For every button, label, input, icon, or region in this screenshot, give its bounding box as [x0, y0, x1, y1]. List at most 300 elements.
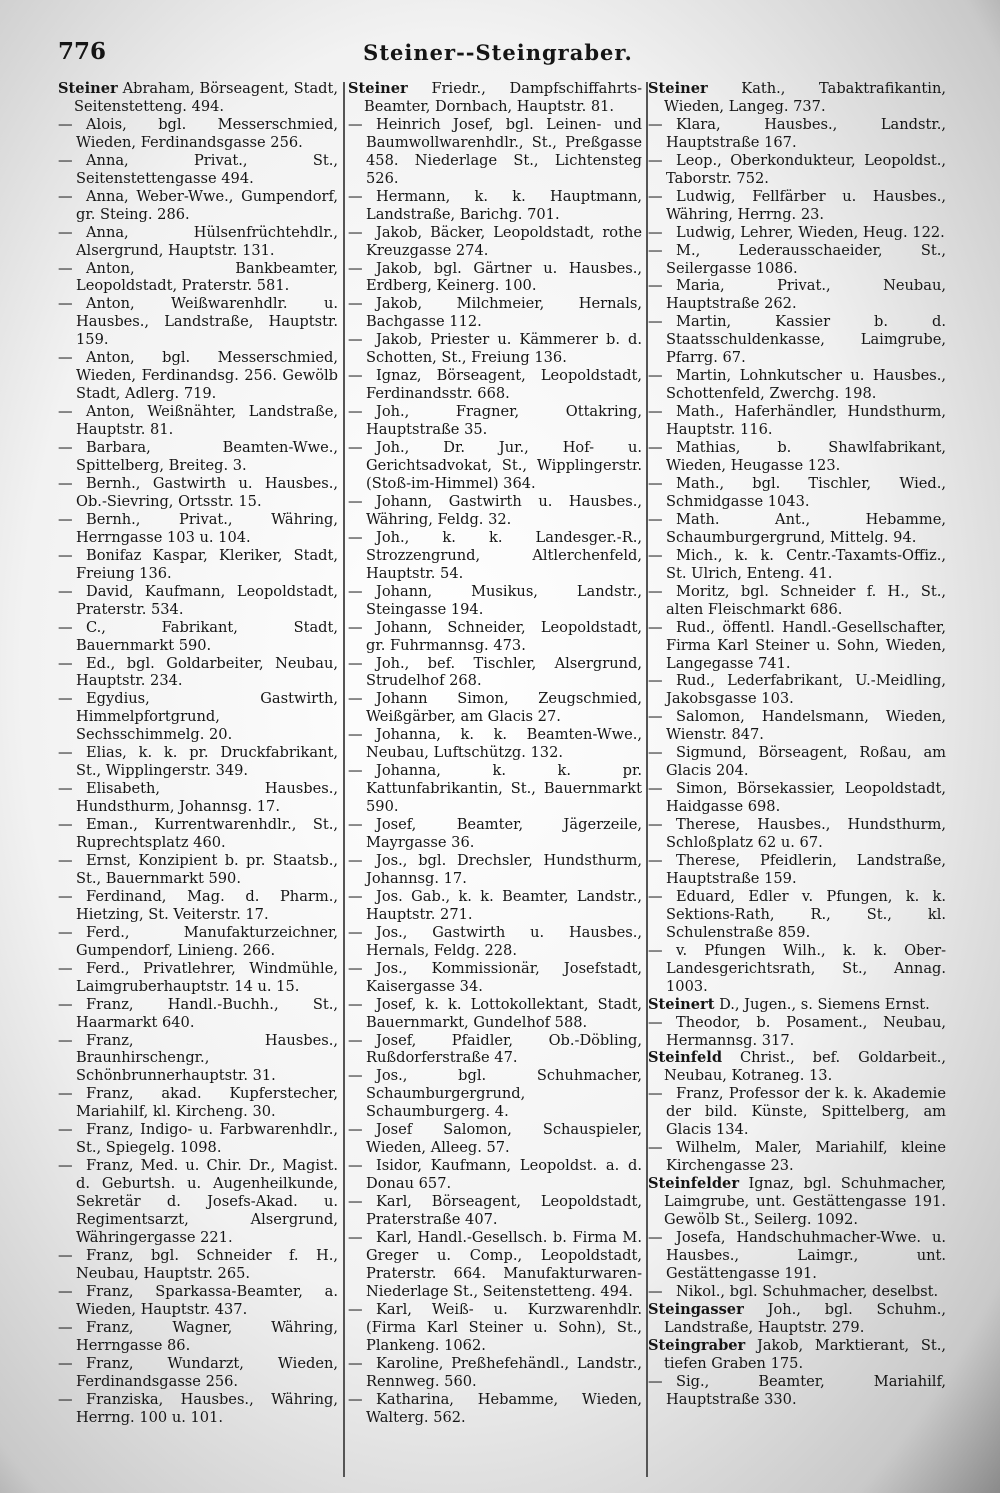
entry-dash: —	[648, 439, 663, 457]
directory-subentry	[58, 475, 338, 511]
entry-dash: —	[348, 1193, 363, 1211]
entry-text: Therese, Pfeidlerin, Landstraße, Hauptstraße 159.	[666, 851, 946, 887]
entry-dash: —	[348, 403, 363, 421]
entry-dash: —	[348, 115, 363, 133]
entry-dash: —	[348, 295, 363, 313]
entry-dash: —	[58, 1390, 73, 1408]
entry-text: Karl, Handl.-Gesellsch. b. Firma M. Greger u. Comp., Leopoldstadt, Praterstr. 664. Manufakturwaren-Niederlage St., Seitenstetteng. 494.	[366, 1229, 642, 1300]
entry-text: Jakob, Priester u. Kämmerer b. d. Schotten, St., Freiung 136.	[366, 331, 642, 367]
entry-dash: —	[648, 403, 663, 421]
entry-text: Anna, Hülsenfrüchtehdlr., Alsergrund, Hauptstr. 131.	[76, 223, 338, 259]
entry-text: Ignaz, bgl. Schuhmacher, Laimgrube, unt. Gestättengasse 191. Gewölb St., Seilerg. 1092.	[664, 1175, 946, 1229]
entry-text: Ernst, Konzipient b. pr. Staatsb., St., Bauernmarkt 590.	[76, 851, 338, 887]
directory-subentry	[58, 690, 338, 744]
entry-dash: —	[648, 1013, 663, 1031]
directory-subentry	[58, 924, 338, 960]
entry-dash: —	[58, 1354, 73, 1372]
entry-surname: Steinfelder	[648, 1175, 740, 1193]
entry-text: Johanna, k. k. Beamten-Wwe., Neubau, Luftschützg. 132.	[366, 726, 642, 762]
entry-dash: —	[648, 744, 663, 762]
directory-subentry	[348, 367, 642, 403]
directory-subentry	[348, 1355, 642, 1391]
directory-subentry	[58, 960, 338, 996]
column-2	[348, 80, 642, 1480]
directory-entry	[648, 996, 946, 1014]
entry-text: Barbara, Beamten-Wwe., Spittelberg, Breiteg. 3.	[76, 439, 338, 475]
directory-subentry	[648, 547, 946, 583]
directory-subentry	[58, 1319, 338, 1355]
entry-text: Maria, Privat., Neubau, Hauptstraße 262.	[666, 277, 946, 313]
directory-subentry	[648, 367, 946, 403]
entry-text: Elisabeth, Hausbes., Hundsthurm, Johannsg. 17.	[76, 780, 338, 816]
entry-text: Jos., Kommissionär, Josefstadt, Kaisergasse 34.	[366, 959, 642, 995]
entry-text: Franz, Indigo- u. Farbwarenhdlr., St., Spiegelg. 1098.	[76, 1121, 338, 1157]
entry-dash: —	[348, 1031, 363, 1049]
entry-dash: —	[58, 923, 73, 941]
directory-subentry	[648, 511, 946, 547]
entry-text: Bernh., Privat., Währing, Herrngasse 103 u. 104.	[76, 510, 338, 546]
entry-text: Heinrich Josef, bgl. Leinen- und Baumwollwarenhdlr., St., Preßgasse 458. Niederlage St., Lichtensteg 526.	[366, 115, 642, 187]
directory-subentry	[348, 888, 642, 924]
entry-dash: —	[348, 582, 363, 600]
directory-subentry	[648, 1014, 946, 1050]
column-1	[58, 80, 338, 1480]
directory-subentry	[348, 331, 642, 367]
entry-dash: —	[58, 1246, 73, 1264]
entry-dash: —	[648, 816, 663, 834]
entry-dash: —	[58, 187, 73, 205]
entry-dash: —	[58, 851, 73, 869]
entry-dash: —	[58, 1157, 73, 1175]
directory-subentry	[58, 295, 338, 349]
entry-dash: —	[648, 851, 663, 869]
entry-text: Eduard, Edler v. Pfungen, k. k. Sektions-Rath, R., St., kl. Schulenstraße 859.	[666, 887, 946, 941]
directory-entry	[648, 1175, 946, 1229]
entry-surname: Steingasser	[648, 1300, 744, 1318]
entry-text: Math., bgl. Tischler, Wied., Schmidgasse 1043.	[666, 474, 946, 510]
entry-text: Anton, bgl. Messerschmied, Wieden, Ferdinandsg. 256. Gewölb Stadt, Adlerg. 719.	[76, 349, 338, 403]
entry-dash: —	[648, 277, 663, 295]
directory-subentry	[58, 1283, 338, 1319]
entry-dash: —	[58, 654, 73, 672]
entry-text: Eman., Kurrentwarenhdlr., St., Ruprechtsplatz 460.	[76, 816, 338, 852]
directory-entry	[648, 80, 946, 116]
entry-dash: —	[58, 295, 73, 313]
entry-text: Franz, Sparkassa-Beamter, a. Wieden, Hauptstr. 437.	[76, 1282, 338, 1318]
directory-entry	[648, 1301, 946, 1337]
directory-subentry	[348, 852, 642, 888]
directory-subentry	[648, 152, 946, 188]
entry-text: Kath., Tabaktrafikantin, Wieden, Langeg. 737.	[664, 80, 946, 115]
directory-subentry	[348, 529, 642, 583]
directory-subentry	[58, 655, 338, 691]
directory-subentry	[648, 313, 946, 367]
entry-dash: —	[348, 1229, 363, 1246]
entry-text: Franziska, Hausbes., Währing, Herrng. 100 u. 101.	[76, 1390, 338, 1426]
entry-text: Franz, bgl. Schneider f. H., Neubau, Hauptstr. 265.	[76, 1246, 338, 1282]
entry-dash: —	[348, 1121, 363, 1139]
directory-subentry	[348, 116, 642, 188]
entry-dash: —	[648, 1282, 663, 1300]
entry-text: Joh., bef. Tischler, Alsergrund, Strudelhof 268.	[366, 654, 642, 690]
column-rule	[343, 82, 345, 1477]
directory-subentry	[348, 726, 642, 762]
entry-text: v. Pfungen Wilh., k. k. Ober-Landesgerichtsrath, St., Annag. 1003.	[666, 941, 946, 995]
directory-subentry	[58, 349, 338, 403]
entry-text: Josef Salomon, Schauspieler, Wieden, Alleeg. 57.	[366, 1121, 642, 1157]
entry-text: Jakob, Milchmeier, Hernals, Bachgasse 112.	[366, 295, 642, 331]
entry-dash: —	[58, 1031, 73, 1049]
entry-surname: Steiner	[648, 80, 708, 97]
directory-entry	[58, 80, 338, 116]
entry-dash: —	[648, 780, 663, 798]
entry-text: Rud., Lederfabrikant, U.-Meidling, Jakobsgasse 103.	[666, 672, 946, 708]
entry-dash: —	[348, 1067, 363, 1085]
entry-dash: —	[348, 816, 363, 834]
entry-dash: —	[348, 851, 363, 869]
entry-text: Josefa, Handschuhmacher-Wwe. u. Hausbes., Laimgr., unt. Gestättengasse 191.	[666, 1229, 946, 1282]
entry-text: Mich., k. k. Centr.-Taxamts-Offiz., St. Ulrich, Enteng. 41.	[666, 546, 946, 582]
entry-text: Elias, k. k. pr. Druckfabrikant, St., Wipplingerstr. 349.	[76, 744, 338, 780]
entry-dash: —	[348, 654, 363, 672]
entry-text: Ferdinand, Mag. d. Pharm., Hietzing, St. Veiterstr. 17.	[76, 887, 338, 923]
entry-text: Johann, Gastwirth u. Hausbes., Währing, Feldg. 32.	[366, 492, 642, 528]
entry-dash: —	[648, 672, 663, 690]
entry-text: Katharina, Hebamme, Wieden, Walterg. 562.	[366, 1390, 642, 1426]
entry-dash: —	[348, 223, 363, 241]
entry-text: Ignaz, Börseagent, Leopoldstadt, Ferdinandsstr. 668.	[366, 367, 642, 403]
entry-text: Bonifaz Kaspar, Kleriker, Stadt, Freiung 136.	[76, 546, 338, 582]
entry-dash: —	[58, 403, 73, 421]
entry-dash: —	[648, 618, 663, 636]
directory-subentry	[58, 1355, 338, 1391]
directory-subentry	[348, 260, 642, 296]
entry-dash: —	[58, 1318, 73, 1336]
entry-dash: —	[648, 115, 663, 133]
entry-text: Wilhelm, Maler, Mariahilf, kleine Kirchengasse 23.	[666, 1139, 946, 1175]
entry-dash: —	[348, 331, 363, 349]
column-3	[648, 80, 946, 1480]
entry-dash: —	[648, 708, 663, 726]
directory-subentry	[348, 690, 642, 726]
entry-text: Martin, Kassier b. d. Staatsschuldenkasse, Laimgrube, Pfarrg. 67.	[666, 313, 946, 367]
entry-dash: —	[348, 259, 363, 277]
directory-subentry	[58, 1085, 338, 1121]
entry-dash: —	[348, 923, 363, 941]
entry-text: Ed., bgl. Goldarbeiter, Neubau, Hauptstr. 234.	[76, 654, 338, 690]
directory-subentry	[348, 619, 642, 655]
directory-subentry	[348, 1121, 642, 1157]
entry-text: D., Jugen., s. Siemens Ernst.	[719, 995, 930, 1013]
entry-dash: —	[348, 995, 363, 1013]
directory-subentry	[648, 780, 946, 816]
directory-subentry	[58, 1121, 338, 1157]
entry-dash: —	[58, 816, 73, 834]
entry-text: Johanna, k. k. pr. Kattunfabrikantin, St., Bauernmarkt 590.	[366, 762, 642, 816]
directory-subentry	[348, 295, 642, 331]
entry-text: Sig., Beamter, Mariahilf, Hauptstraße 330.	[666, 1372, 946, 1408]
entry-dash: —	[648, 1372, 663, 1390]
directory-subentry	[348, 816, 642, 852]
page-header	[58, 38, 938, 72]
entry-text: Joh., k. k. Landesger.-R., Strozzengrund, Altlerchenfeld, Hauptstr. 54.	[366, 528, 642, 582]
entry-dash: —	[58, 744, 73, 762]
entry-text: Mathias, b. Shawlfabrikant, Wieden, Heugasse 123.	[666, 439, 946, 475]
directory-subentry	[348, 224, 642, 260]
entry-surname: Steiner	[348, 80, 408, 97]
entry-text: Christ., bef. Goldarbeit., Neubau, Kotraneg. 13.	[664, 1049, 946, 1085]
entry-text: David, Kaufmann, Leopoldstadt, Praterstr. 534.	[76, 582, 338, 618]
entry-text: Franz, Wagner, Währing, Herrngasse 86.	[76, 1318, 338, 1354]
entry-dash: —	[58, 582, 73, 600]
directory-subentry	[648, 277, 946, 313]
entry-text: Joh., bgl. Schuhm., Landstraße, Hauptstr. 279.	[664, 1300, 946, 1336]
entry-text: Egydius, Gastwirth, Himmelpfortgrund, Sechsschimmelg. 20.	[76, 690, 338, 744]
entry-dash: —	[58, 995, 73, 1013]
directory-subentry	[648, 242, 946, 278]
directory-subentry	[648, 475, 946, 511]
entry-text: Simon, Börsekassier, Leopoldstadt, Haidgasse 698.	[666, 780, 946, 816]
entry-dash: —	[648, 223, 663, 241]
entry-dash: —	[58, 887, 73, 905]
entry-dash: —	[58, 151, 73, 169]
entry-dash: —	[58, 1282, 73, 1300]
entry-dash: —	[348, 1390, 363, 1408]
entry-text: Jakob, Bäcker, Leopoldstadt, rothe Kreuzgasse 274.	[366, 223, 642, 259]
directory-subentry	[648, 942, 946, 996]
directory-subentry	[58, 547, 338, 583]
entry-dash: —	[58, 1121, 73, 1139]
entry-dash: —	[58, 439, 73, 457]
entry-dash: —	[58, 1085, 73, 1103]
entry-text: Franz, akad. Kupferstecher, Mariahilf, kl. Kircheng. 30.	[76, 1085, 338, 1121]
directory-entry	[648, 1337, 946, 1373]
entry-text: Alois, bgl. Messerschmied, Wieden, Ferdinandsgasse 256.	[76, 115, 338, 151]
entry-text: Leop., Oberkondukteur, Leopoldst., Taborstr. 752.	[666, 151, 946, 187]
entry-dash: —	[348, 492, 363, 510]
entry-text: Sigmund, Börseagent, Roßau, am Glacis 204.	[666, 744, 946, 780]
entry-text: M., Lederausschaeider, St., Seilergasse 1086.	[666, 241, 946, 277]
entry-text: Franz, Professor der k. k. Akademie der bild. Künste, Spittelberg, am Glacis 134.	[666, 1085, 946, 1139]
entry-dash: —	[348, 439, 363, 457]
entry-text: Math., Haferhändler, Hundsthurm, Hauptstr. 116.	[666, 403, 946, 439]
entry-surname: Steinert	[648, 995, 715, 1013]
directory-subentry	[648, 1085, 946, 1139]
entry-dash: —	[348, 1300, 363, 1318]
directory-subentry	[648, 852, 946, 888]
entry-text: Nikol., bgl. Schuhmacher, deselbst.	[676, 1282, 939, 1300]
entry-dash: —	[348, 690, 363, 708]
entry-text: Hermann, k. k. Hauptmann, Landstraße, Barichg. 701.	[366, 187, 642, 223]
directory-subentry	[58, 152, 338, 188]
entry-text: Jos., bgl. Schuhmacher, Schaumburgergrund, Schaumburgerg. 4.	[366, 1067, 642, 1121]
directory-subentry	[58, 116, 338, 152]
directory-subentry	[348, 188, 642, 224]
directory-subentry	[648, 672, 946, 708]
directory-subentry	[58, 780, 338, 816]
directory-subentry	[58, 511, 338, 547]
entry-text: Anton, Bankbeamter, Leopoldstadt, Praterstr. 581.	[76, 259, 338, 295]
entry-text: Anna, Weber-Wwe., Gumpendorf, gr. Steing. 286.	[76, 187, 338, 223]
entry-text: Jakob, Marktierant, St., tiefen Graben 175.	[664, 1336, 946, 1372]
directory-subentry	[348, 403, 642, 439]
entry-text: Salomon, Handelsmann, Wieden, Wienstr. 847.	[666, 708, 946, 744]
entry-dash: —	[348, 1157, 363, 1175]
entry-dash: —	[58, 474, 73, 492]
entry-text: Friedr., Dampfschiffahrts-Beamter, Dornbach, Hauptstr. 81.	[364, 80, 642, 115]
entry-text: Karl, Weiß- u. Kurzwarenhdlr. (Firma Karl Steiner u. Sohn), St., Plankeng. 1062.	[366, 1300, 642, 1354]
directory-subentry	[648, 744, 946, 780]
entry-text: Karoline, Preßhefehändl., Landstr., Rennweg. 560.	[366, 1354, 642, 1390]
entry-text: Jakob, bgl. Gärtner u. Hausbes., Erdberg, Keinerg. 100.	[366, 259, 642, 295]
directory-subentry	[348, 1229, 642, 1301]
directory-subentry	[58, 260, 338, 296]
entry-dash: —	[648, 187, 663, 205]
directory-subentry	[58, 996, 338, 1032]
directory-subentry	[58, 403, 338, 439]
entry-dash: —	[648, 941, 663, 959]
entry-dash: —	[58, 780, 73, 798]
entry-dash: —	[648, 313, 663, 331]
entry-text: Anna, Privat., St., Seitenstettengasse 494.	[76, 151, 338, 187]
directory-subentry	[648, 583, 946, 619]
entry-dash: —	[348, 726, 363, 744]
directory-subentry	[58, 1157, 338, 1247]
entry-text: Franz, Handl.-Buchh., St., Haarmarkt 640.	[76, 995, 338, 1031]
entry-dash: —	[648, 582, 663, 600]
entry-surname: Steinfeld	[648, 1049, 723, 1067]
directory-entry	[348, 80, 642, 116]
directory-subentry	[648, 1139, 946, 1175]
entry-text: Joh., Fragner, Ottakring, Hauptstraße 35.	[366, 403, 642, 439]
directory-subentry	[348, 655, 642, 691]
entry-text: Ludwig, Lehrer, Wieden, Heug. 122.	[676, 223, 945, 241]
entry-text: Jos., bgl. Drechsler, Hundsthurm, Johannsg. 17.	[366, 851, 642, 887]
entry-text: Ludwig, Fellfärber u. Hausbes., Währing, Herrng. 23.	[666, 187, 946, 223]
page-title: Steiner--Steingraber.	[363, 40, 633, 65]
directory-subentry	[348, 583, 642, 619]
entry-text: Franz, Hausbes., Braunhirschengr., Schönbrunnerhauptstr. 31.	[76, 1031, 338, 1085]
entry-surname: Steiner	[58, 80, 118, 97]
directory-subentry	[58, 188, 338, 224]
entry-text: C., Fabrikant, Stadt, Bauernmarkt 590.	[76, 618, 338, 654]
entry-text: Josef, k. k. Lottokollektant, Stadt, Bauernmarkt, Gundelhof 588.	[366, 995, 642, 1031]
entry-dash: —	[648, 1085, 663, 1103]
directory-subentry	[648, 888, 946, 942]
page-number: 776	[58, 38, 107, 65]
directory-subentry	[348, 1067, 642, 1121]
entry-text: Moritz, bgl. Schneider f. H., St., alten Fleischmarkt 686.	[666, 582, 946, 618]
entry-dash: —	[58, 223, 73, 241]
entry-text: Rud., öffentl. Handl.-Gesellschafter, Firma Karl Steiner u. Sohn, Wieden, Langegasse 741.	[666, 618, 946, 672]
entry-text: Josef, Beamter, Jägerzeile, Mayrgasse 36.	[366, 816, 642, 852]
entry-text: Theodor, b. Posament., Neubau, Hermannsg. 317.	[666, 1013, 946, 1049]
directory-subentry	[348, 1391, 642, 1427]
entry-text: Jos., Gastwirth u. Hausbes., Hernals, Feldg. 228.	[366, 923, 642, 959]
entry-text: Math. Ant., Hebamme, Schaumburgergrund, Mittelg. 94.	[666, 510, 946, 546]
directory-subentry	[58, 888, 338, 924]
entry-dash: —	[648, 546, 663, 564]
entry-dash: —	[58, 690, 73, 708]
entry-dash: —	[648, 241, 663, 259]
entry-text: Johann Simon, Zeugschmied, Weißgärber, am Glacis 27.	[366, 690, 642, 726]
directory-subentry	[58, 1391, 338, 1427]
directory-subentry	[58, 224, 338, 260]
entry-dash: —	[348, 618, 363, 636]
entry-text: Klara, Hausbes., Landstr., Hauptstraße 167.	[666, 115, 946, 151]
directory-subentry	[58, 1247, 338, 1283]
entry-dash: —	[348, 762, 363, 780]
entry-text: Johann, Musikus, Landstr., Steingasse 194.	[366, 582, 642, 618]
directory-subentry	[58, 744, 338, 780]
directory-subentry	[348, 1301, 642, 1355]
entry-dash: —	[648, 1139, 663, 1157]
directory-subentry	[648, 619, 946, 673]
directory-subentry	[648, 1373, 946, 1409]
directory-subentry	[648, 188, 946, 224]
entry-dash: —	[348, 367, 363, 385]
entry-text: Martin, Lohnkutscher u. Hausbes., Schottenfeld, Zwerchg. 198.	[666, 367, 946, 403]
entry-dash: —	[648, 474, 663, 492]
directory-subentry	[58, 816, 338, 852]
entry-dash: —	[58, 618, 73, 636]
entry-dash: —	[648, 367, 663, 385]
directory-subentry	[648, 1229, 946, 1283]
directory-subentry	[348, 1032, 642, 1068]
entry-text: Anton, Weißwarenhdlr. u. Hausbes., Landstraße, Hauptstr. 159.	[76, 295, 338, 349]
directory-subentry	[348, 762, 642, 816]
directory-subentry	[58, 1032, 338, 1086]
entry-dash: —	[58, 115, 73, 133]
entry-text: Karl, Börseagent, Leopoldstadt, Praterstraße 407.	[366, 1193, 642, 1229]
directory-subentry	[58, 583, 338, 619]
directory-subentry	[648, 439, 946, 475]
entry-dash: —	[58, 959, 73, 977]
directory-subentry	[648, 708, 946, 744]
entry-text: Abraham, Börseagent, Stadt, Seitenstetteng. 494.	[74, 80, 338, 115]
directory-subentry	[348, 1157, 642, 1193]
entry-dash: —	[58, 510, 73, 528]
entry-text: Franz, Med. u. Chir. Dr., Magist. d. Geburtsh. u. Augenheilkunde, Sekretär d. Josefs-Akad. u. Regimentsarzt, Alsergrund, Währingergasse 221.	[76, 1157, 338, 1246]
directory-subentry	[348, 1193, 642, 1229]
directory-entry	[648, 1049, 946, 1085]
entry-dash: —	[348, 528, 363, 546]
directory-subentry	[648, 116, 946, 152]
directory-subentry	[348, 924, 642, 960]
entry-dash: —	[648, 151, 663, 169]
entry-text: Bernh., Gastwirth u. Hausbes., Ob.-Sievring, Ortsstr. 15.	[76, 474, 338, 510]
directory-subentry	[58, 619, 338, 655]
entry-text: Johann, Schneider, Leopoldstadt, gr. Fuhrmannsg. 473.	[366, 618, 642, 654]
directory-subentry	[648, 224, 946, 242]
directory-subentry	[348, 493, 642, 529]
entry-dash: —	[58, 546, 73, 564]
entry-dash: —	[58, 259, 73, 277]
entry-text: Franz, Wundarzt, Wieden, Ferdinandsgasse 256.	[76, 1354, 338, 1390]
entry-dash: —	[348, 887, 363, 905]
entry-text: Isidor, Kaufmann, Leopoldst. a. d. Donau 657.	[366, 1157, 642, 1193]
directory-subentry	[58, 852, 338, 888]
directory-subentry	[348, 996, 642, 1032]
entry-text: Ferd., Manufakturzeichner, Gumpendorf, Linieng. 266.	[76, 923, 338, 959]
entry-text: Ferd., Privatlehrer, Windmühle, Laimgruberhauptstr. 14 u. 15.	[76, 959, 338, 995]
directory-subentry	[58, 439, 338, 475]
entry-dash: —	[58, 349, 73, 367]
entry-text: Therese, Hausbes., Hundsthurm, Schloßplatz 62 u. 67.	[666, 816, 946, 852]
entry-text: Jos. Gab., k. k. Beamter, Landstr., Hauptstr. 271.	[366, 887, 642, 923]
entry-text: Anton, Weißnähter, Landstraße, Hauptstr. 81.	[76, 403, 338, 439]
directory-subentry	[348, 439, 642, 493]
